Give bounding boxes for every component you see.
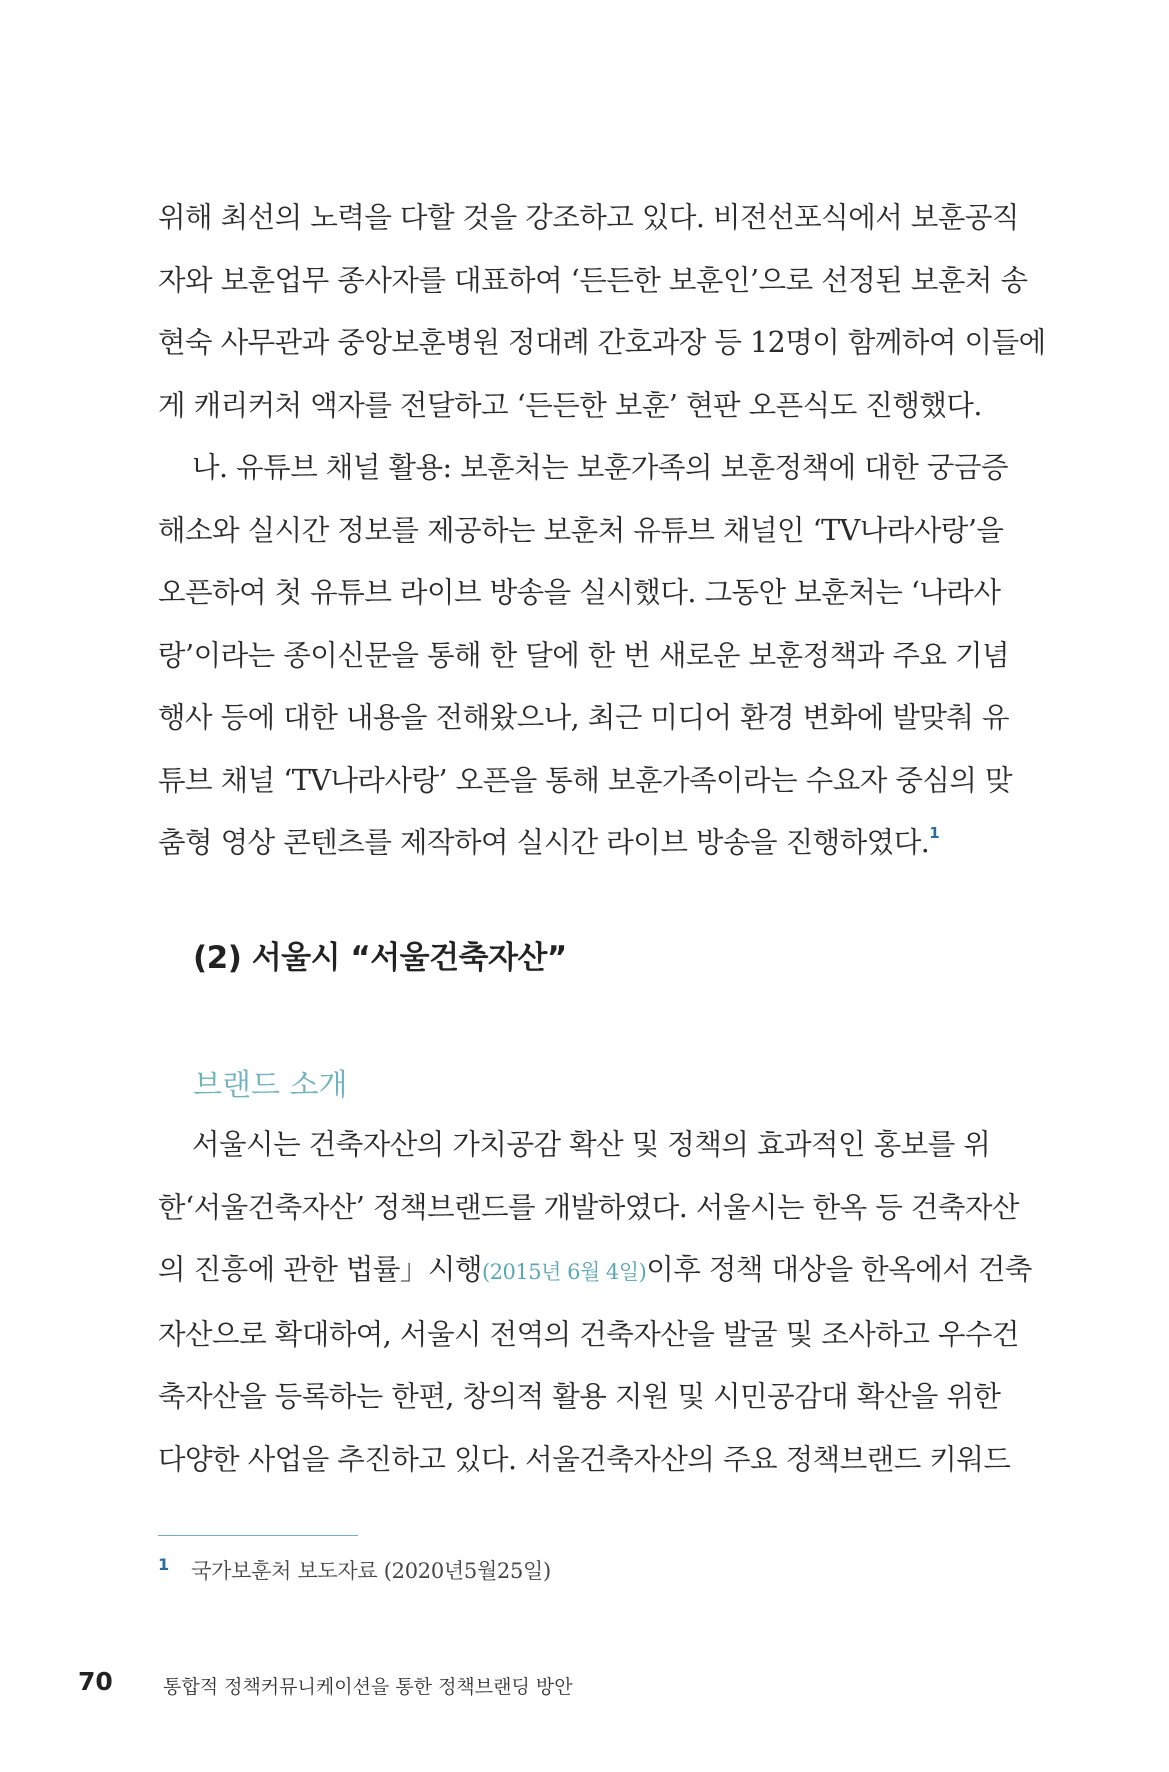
- body-line: 튜브 채널 ‘TV나라사랑’ 오픈을 통해 보훈가족이라는 수요자 중심의 맞: [158, 763, 1013, 797]
- body-line: 행사 등에 대한 내용을 전해왔으나, 최근 미디어 환경 변화에 발맞춰 유: [158, 701, 1010, 734]
- body-line: 자와 보훈업무 종사자를 대표하여 ‘든든한 보훈인’으로 선정된 보훈처 송: [158, 263, 1028, 297]
- body-line: [158, 1239, 1032, 1304]
- body-line: 나. 유튜브 채널 활용: 보훈처는 보훈가족의 보훈정책에 대한 궁금증: [192, 451, 1008, 484]
- body-line: 한‘서울건축자산’ 정책브랜드를 개발하였다. 서울시는 한옥 등 건축자산: [158, 1190, 1019, 1224]
- body-line: 게 캐리커처 액자를 전달하고 ‘든든한 보훈’ 현판 오픈식도 진행했다.: [158, 388, 982, 422]
- enforcement-date: (2015년 6월 4일): [482, 1260, 647, 1284]
- paragraph-youtube-channel: [158, 437, 1013, 875]
- page-number: 70: [78, 1667, 113, 1696]
- body-line: 랑’이라는 종이신문을 통해 한 달에 한 번 새로운 보훈정책과 주요 기념: [158, 638, 1010, 672]
- body-line: 오픈하여 첫 유튜브 라이브 방송을 실시했다. 그동안 보훈처는 ‘나라사: [158, 576, 1001, 609]
- running-title: 통합적 정책커뮤니케이션을 통한 정책브랜딩 방안: [163, 1676, 573, 1698]
- paragraph-vision-ceremony: [158, 187, 1046, 437]
- body-line: 자산으로 확대하여, 서울시 전역의 건축자산을 발굴 및 조사하고 우수건: [158, 1317, 1019, 1351]
- body-line-text: 이후 정책 대상을 한옥에서 건축: [646, 1253, 1032, 1286]
- sub-heading: 브랜드 소개: [193, 1068, 348, 1103]
- body-line: [158, 812, 980, 875]
- footnote-divider: [158, 1535, 358, 1536]
- body-line: 다양한 사업을 추진하고 있다. 서울건축자산의 주요 정책브랜드 키워드: [158, 1442, 1011, 1476]
- body-line-text: 의 진흥에 관한 법률」시행: [158, 1253, 482, 1286]
- footnote-reference[interactable]: 1: [929, 824, 940, 842]
- body-line: 현숙 사무관과 중앙보훈병원 정대례 간호과장 등 12명이 함께하여 이들에: [158, 326, 1046, 359]
- body-line: 위해 최선의 노력을 다할 것을 강조하고 있다. 비전선포식에서 보훈공직: [158, 201, 1019, 234]
- footnote: [158, 1555, 551, 1585]
- body-line: 축자산을 등록하는 한편, 창의적 활용 지원 및 시민공감대 확산을 위한: [158, 1380, 1001, 1413]
- body-line-text: 춤형 영상 콘텐츠를 제작하여 실시간 라이브 방송을 진행하였다.: [158, 826, 930, 859]
- section-heading: (2) 서울시 “서울건축자산”: [193, 940, 567, 976]
- body-line: 해소와 실시간 정보를 제공하는 보훈처 유튜브 채널인 ‘TV나라사랑’을: [158, 513, 1004, 547]
- footnote-number: 1: [158, 1555, 170, 1574]
- body-line: 서울시는 건축자산의 가치공감 확산 및 정책의 효과적인 홍보를 위: [192, 1128, 991, 1161]
- paragraph-seoul-architecture: [158, 1114, 1032, 1491]
- footnote-text: 국가보훈처 보도자료 (2020년5월25일): [191, 1559, 551, 1583]
